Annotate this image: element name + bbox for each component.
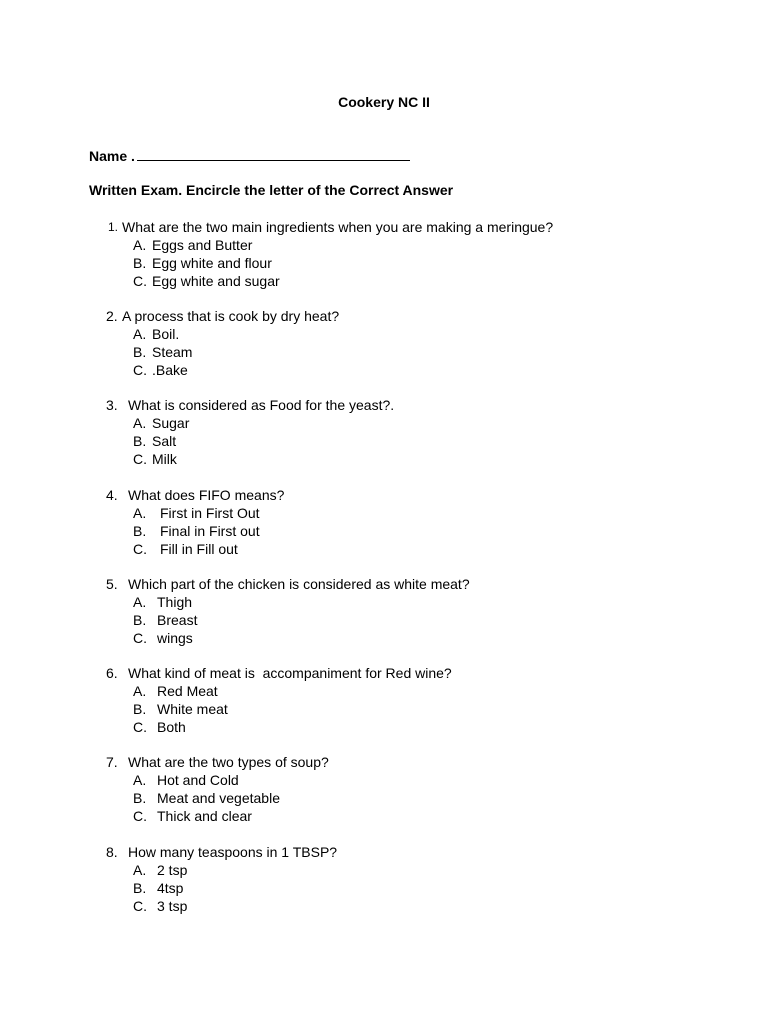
question-1: [0, 218, 768, 290]
option-letter[interactable]: B.: [133, 701, 147, 717]
option-text: wings: [157, 630, 193, 646]
option-letter[interactable]: A.: [133, 505, 147, 521]
question-text: What is considered as Food for the yeast?.: [128, 397, 395, 413]
question-text: What does FIFO means?: [128, 487, 285, 503]
question-number: 4.: [106, 487, 118, 503]
option-text: Salt: [152, 433, 177, 449]
option-letter[interactable]: B.: [133, 790, 147, 806]
page-title: Cookery NC II: [338, 94, 430, 110]
question-text: What kind of meat is accompaniment for Red wine?: [128, 665, 452, 681]
option-text: Final in First out: [160, 523, 260, 539]
option-text: Hot and Cold: [157, 772, 239, 788]
option-text: White meat: [157, 701, 228, 717]
question-number: 2.: [106, 308, 118, 324]
question-text: What are the two types of soup?: [128, 754, 329, 770]
question-number: 5.: [106, 576, 118, 592]
question-text: Which part of the chicken is considered as white meat?: [128, 576, 470, 592]
option-text: Thigh: [157, 594, 193, 610]
question-2: [0, 307, 768, 379]
option-text: Thick and clear: [157, 808, 252, 824]
question-number: 1.: [108, 220, 119, 234]
question-text: How many teaspoons in 1 TBSP?: [128, 844, 338, 860]
option-letter[interactable]: B.: [133, 255, 147, 271]
option-text: Both: [157, 719, 186, 735]
question-7: [0, 753, 768, 825]
name-field-row: [89, 146, 410, 164]
option-text: Fill in Fill out: [160, 541, 238, 557]
option-letter[interactable]: A.: [133, 415, 147, 431]
option-text: 2 tsp: [157, 862, 188, 878]
option-letter[interactable]: A.: [133, 683, 147, 699]
exam-instructions: Written Exam. Encircle the letter of the Correct Answer: [89, 182, 454, 198]
question-text: What are the two main ingredients when you are making a meringue?: [122, 219, 554, 235]
option-text: 3 tsp: [157, 898, 188, 914]
option-letter[interactable]: C.: [133, 451, 147, 467]
option-letter[interactable]: A.: [133, 237, 147, 253]
option-letter[interactable]: B.: [133, 344, 147, 360]
option-letter[interactable]: B.: [133, 523, 147, 539]
name-blank-line[interactable]: [137, 146, 410, 161]
option-letter[interactable]: A.: [133, 326, 147, 342]
option-letter[interactable]: C.: [133, 362, 147, 378]
question-number: 3.: [106, 397, 118, 413]
option-letter[interactable]: C.: [133, 719, 147, 735]
option-letter[interactable]: C.: [133, 808, 147, 824]
question-number: 7.: [106, 754, 118, 770]
question-5: [0, 575, 768, 647]
option-letter[interactable]: C.: [133, 630, 147, 646]
option-text: First in First Out: [160, 505, 260, 521]
option-letter[interactable]: B.: [133, 433, 147, 449]
option-letter[interactable]: A.: [133, 772, 147, 788]
option-letter[interactable]: B.: [133, 880, 147, 896]
option-text: Steam: [152, 344, 193, 360]
option-letter[interactable]: C.: [133, 273, 147, 289]
option-text: Sugar: [152, 415, 190, 431]
option-text: Egg white and sugar: [152, 273, 280, 289]
option-text: Meat and vegetable: [157, 790, 280, 806]
option-text: Egg white and flour: [152, 255, 272, 271]
option-letter[interactable]: A.: [133, 862, 147, 878]
question-number: 8.: [106, 844, 118, 860]
question-3: [0, 396, 768, 468]
option-text: .Bake: [152, 362, 188, 378]
question-number: 6.: [106, 665, 118, 681]
option-text: Milk: [152, 451, 177, 467]
option-text: Eggs and Butter: [152, 237, 253, 253]
question-6: [0, 664, 768, 736]
option-text: 4tsp: [157, 880, 184, 896]
option-letter[interactable]: A.: [133, 594, 147, 610]
option-letter[interactable]: C.: [133, 898, 147, 914]
option-letter[interactable]: C.: [133, 541, 147, 557]
option-text: Boil.: [152, 326, 180, 342]
option-text: Red Meat: [157, 683, 218, 699]
option-letter[interactable]: B.: [133, 612, 147, 628]
name-label: Name .: [89, 148, 135, 164]
question-4: [0, 486, 768, 558]
question-8: [0, 843, 768, 915]
option-text: Breast: [157, 612, 198, 628]
question-text: A process that is cook by dry heat?: [122, 308, 340, 324]
